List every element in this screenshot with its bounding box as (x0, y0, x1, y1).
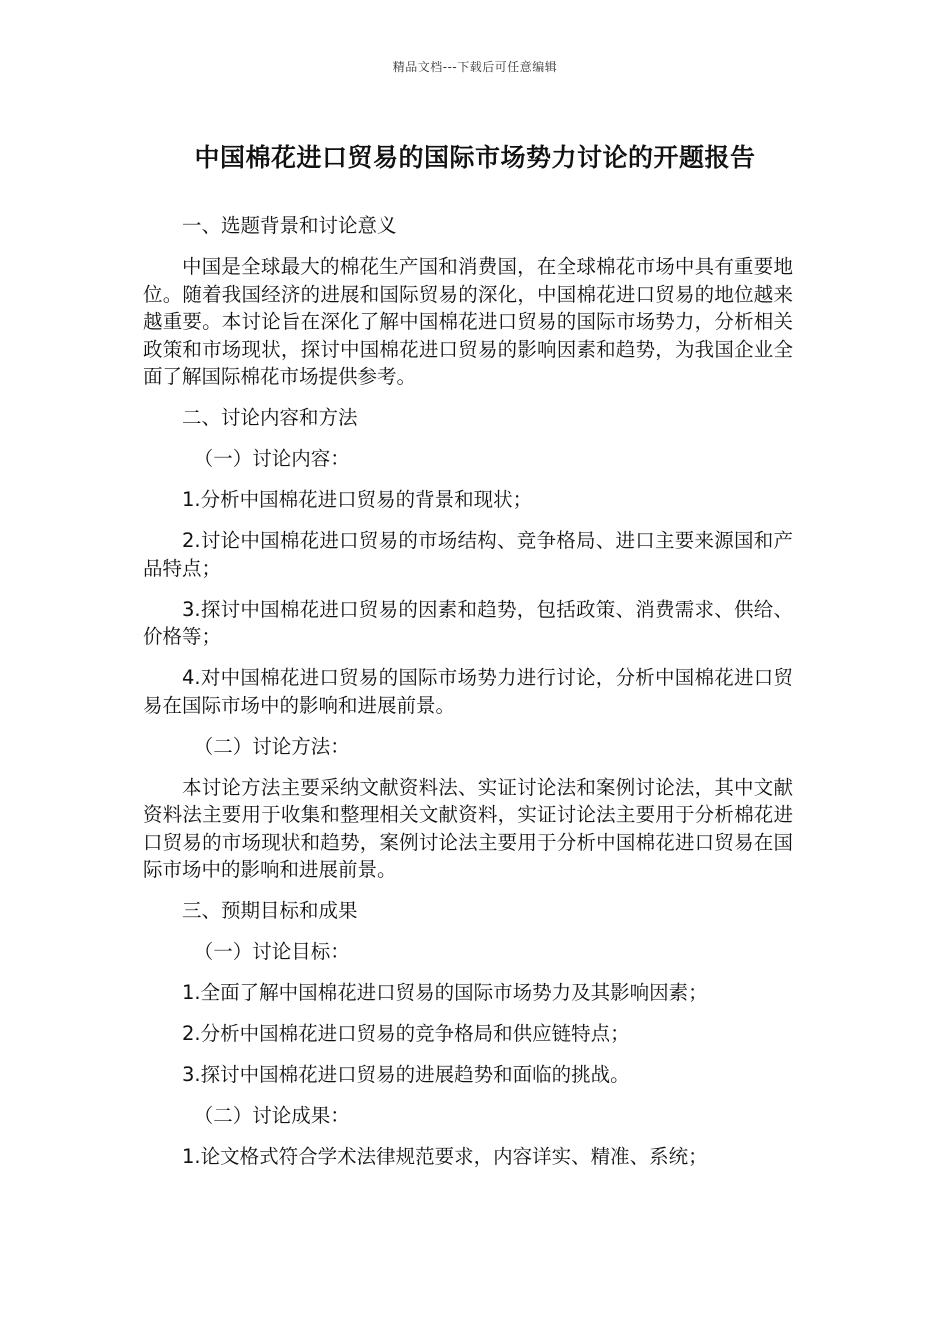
list-item-goal-2: 2.分析中国棉花进口贸易的竞争格局和供应链特点； (182, 1022, 630, 1045)
list-item-goal-1: 1.全面了解中国棉花进口贸易的国际市场势力及其影响因素； (182, 981, 708, 1004)
list-item-content-1: 1.分析中国棉花进口贸易的背景和现状； (182, 488, 533, 511)
subsection-heading-results: （二）讨论成果： (193, 1104, 350, 1127)
subsection-heading-method: （二）讨论方法： (193, 734, 350, 758)
list-item-content-2: 2.讨论中国棉花进口贸易的市场结构、竞争格局、进口主要来源国和产品特点； (143, 529, 793, 580)
list-item-result-1: 1.论文格式符合学术法律规范要求，内容详实、精准、系统； (182, 1145, 708, 1168)
subsection-heading-content: （一）讨论内容： (193, 447, 350, 470)
section-heading-background: 一、选题背景和讨论意义 (182, 214, 397, 237)
document-body (143, 212, 793, 1184)
list-item-content-3: 3.探讨中国棉花进口贸易的因素和趋势，包括政策、消费需求、供给、价格等； (143, 597, 793, 648)
list-item-goal-3: 3.探讨中国棉花进口贸易的进展趋势和面临的挑战。 (182, 1063, 630, 1086)
paragraph-background: 中国是全球最大的棉花生产国和消费国，在全球棉花市场中具有重要地位。随着我国经济的进展和国际贸易的深化，中国棉花进口贸易的地位越来越重要。本讨论旨在深化了解中国棉花进口贸易的国际市场势力，分析相关政策和市场现状，探讨中国棉花进口贸易的影响因素和趋势，为我国企业全面了解国际棉花市场提供参考。 (143, 255, 793, 388)
section-heading-content-method: 二、讨论内容和方法 (182, 406, 358, 429)
subsection-heading-goals: （一）讨论目标： (193, 940, 350, 963)
section-heading-goals: 三、预期目标和成果 (182, 899, 358, 922)
document-title: 中国棉花进口贸易的国际市场势力讨论的开题报告 (194, 143, 756, 172)
page-header-note: 精品文档---下载后可任意编辑 (392, 60, 558, 74)
paragraph-method: 本讨论方法主要采纳文献资料法、实证讨论法和案例讨论法，其中文献资料法主要用于收集和整理相关文献资料，实证讨论法主要用于分析棉花进口贸易的市场现状和趋势，案例讨论法主要用于分析中国棉花进口贸易在国际市场中的影响和进展前景。 (143, 775, 793, 881)
list-item-content-4: 4.对中国棉花进口贸易的国际市场势力进行讨论，分析中国棉花进口贸易在国际市场中的影响和进展前景。 (143, 666, 793, 717)
